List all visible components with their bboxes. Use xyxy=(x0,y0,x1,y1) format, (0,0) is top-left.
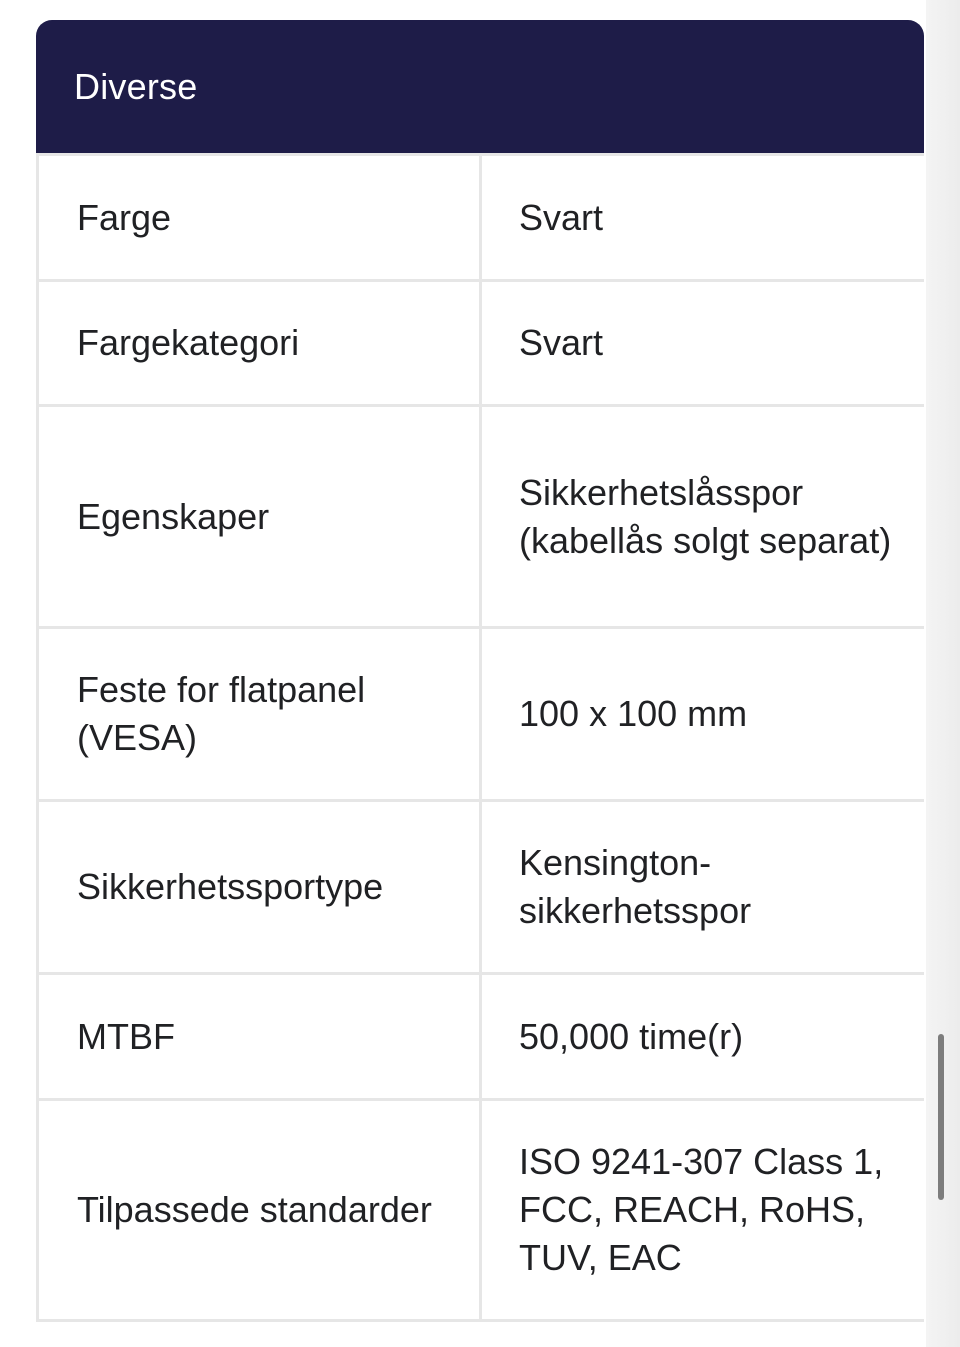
section-title: Diverse xyxy=(74,65,198,107)
spec-table xyxy=(36,153,924,1322)
spec-value: Svart xyxy=(481,155,925,281)
spec-label: MTBF xyxy=(38,974,481,1100)
table-row xyxy=(38,1100,925,1321)
spec-value: Svart xyxy=(481,281,925,406)
spec-label: Farge xyxy=(38,155,481,281)
spec-value: Kensington-sikkerhetsspor xyxy=(481,801,925,974)
spec-card xyxy=(36,20,924,1322)
spec-value: 50,000 time(r) xyxy=(481,974,925,1100)
spec-label: Fargekategori xyxy=(38,281,481,406)
table-row xyxy=(38,155,925,281)
scrollbar-thumb[interactable] xyxy=(938,1034,944,1200)
spec-label: Feste for flatpanel (VESA) xyxy=(38,628,481,801)
scrollbar[interactable] xyxy=(926,0,960,1347)
spec-value: ISO 9241-307 Class 1, FCC, REACH, RoHS, TUV, EAC xyxy=(481,1100,925,1321)
table-row xyxy=(38,281,925,406)
table-row xyxy=(38,974,925,1100)
table-row xyxy=(38,628,925,801)
table-row xyxy=(38,801,925,974)
spec-label: Sikkerhetssportype xyxy=(38,801,481,974)
spec-value: 100 x 100 mm xyxy=(481,628,925,801)
spec-label: Egenskaper xyxy=(38,406,481,628)
table-row xyxy=(38,406,925,628)
section-header[interactable] xyxy=(36,20,924,153)
spec-value: Sikkerhetslåsspor (kabellås solgt separat) xyxy=(481,406,925,628)
spec-label: Tilpassede standarder xyxy=(38,1100,481,1321)
